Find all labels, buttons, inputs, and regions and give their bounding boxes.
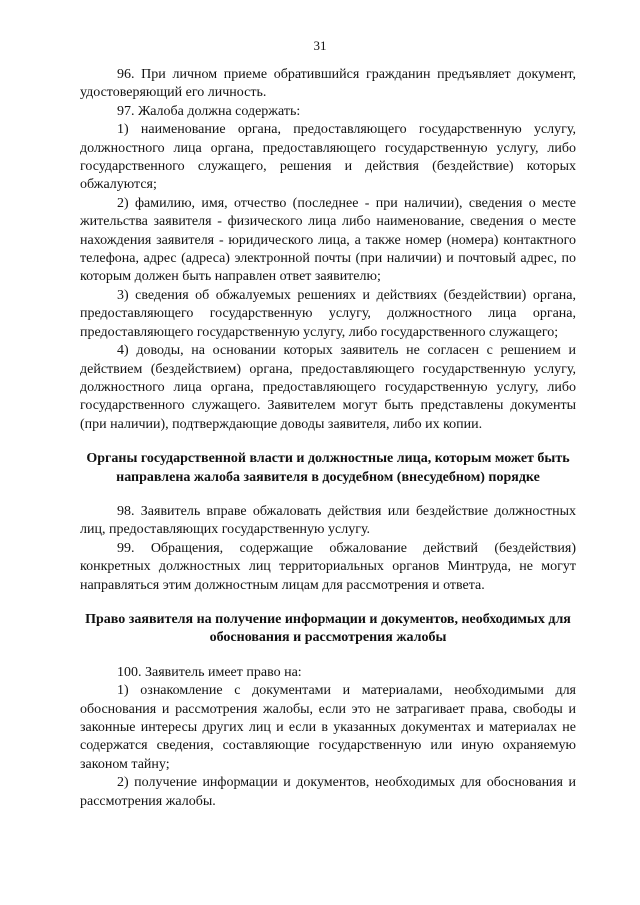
page-number: 31 xyxy=(313,38,327,53)
section-heading-authorities: Органы государственной власти и должностные лица, которым может быть направлена жалоба заявителя в досудебном (внесудебном) порядке xyxy=(86,451,570,485)
paragraph-97-item-3: 3) сведения об обжалуемых решениях и действиях (бездействии) органа, предоставляющего государственную услугу, должностного лица органа, предоставляющего государственную услугу, либо государственного служащего; xyxy=(80,287,576,340)
paragraph-96: 96. При личном приеме обратившийся гражданин предъявляет документ, удостоверяющий его личность. xyxy=(80,67,576,101)
paragraph-99: 99. Обращения, содержащие обжалование действий (бездействия) конкретных должностных лиц территориальных органов Минтруда, не могут направляться этим должностным лицам для рассмотрения и ответа. xyxy=(80,540,576,593)
section-heading-rights: Право заявителя на получение информации и документов, необходимых для обоснования и рассмотрения жалобы xyxy=(85,611,571,646)
paragraph-98: 98. Заявитель вправе обжаловать действия или бездействие должностных лиц, предоставляющих государственную услугу. xyxy=(80,503,576,538)
paragraph-97-item-4: 4) доводы, на основании которых заявитель не согласен с решением и действием (бездействием) органа, предоставляющего государственную услугу, должностного лица органа, предоставляющего государственную услугу, либо государственного служащего. Заявителем могут быть представлены документы (при наличии), подтверждающие доводы заявителя, либо их копии. xyxy=(80,343,576,432)
spacer xyxy=(80,434,576,450)
spacer xyxy=(80,648,576,664)
paragraph-97: 97. Жалоба должна содержать: xyxy=(117,103,301,119)
spacer xyxy=(80,487,576,503)
paragraph-100-item-2: 2) получение информации и документов, необходимых для обоснования и рассмотрения жалобы. xyxy=(80,775,576,809)
paragraph-100-item-1: 1) ознакомление с документами и материалами, необходимыми для обоснования и рассмотрения жалобы, если это не затрагивает права, свободы и законные интересы других лиц и если в указанных документах и материалах не содержатся сведения, составляющие государственную или иную охраняемую законом тайну; xyxy=(80,683,576,772)
paragraph-97-item-1: 1) наименование органа, предоставляющего государственную услугу, должностного лица органа, предоставляющего государственную услугу, либо государственного служащего, решения и действия (бездействие) которых обжалуются; xyxy=(80,122,576,193)
document-body xyxy=(80,66,576,811)
paragraph-97-item-2: 2) фамилию, имя, отчество (последнее - при наличии), сведения о месте жительства заявителя - физического лица либо наименование, сведения о месте нахождения заявителя - юридического лица, а также номер (номера) контактного телефона, адрес (адреса) электронной почты (при наличии) и почтовый адрес, по которым должен быть направлен ответ заявителю; xyxy=(80,195,576,285)
spacer xyxy=(80,595,576,611)
paragraph-100: 100. Заявитель имеет право на: xyxy=(117,664,302,680)
